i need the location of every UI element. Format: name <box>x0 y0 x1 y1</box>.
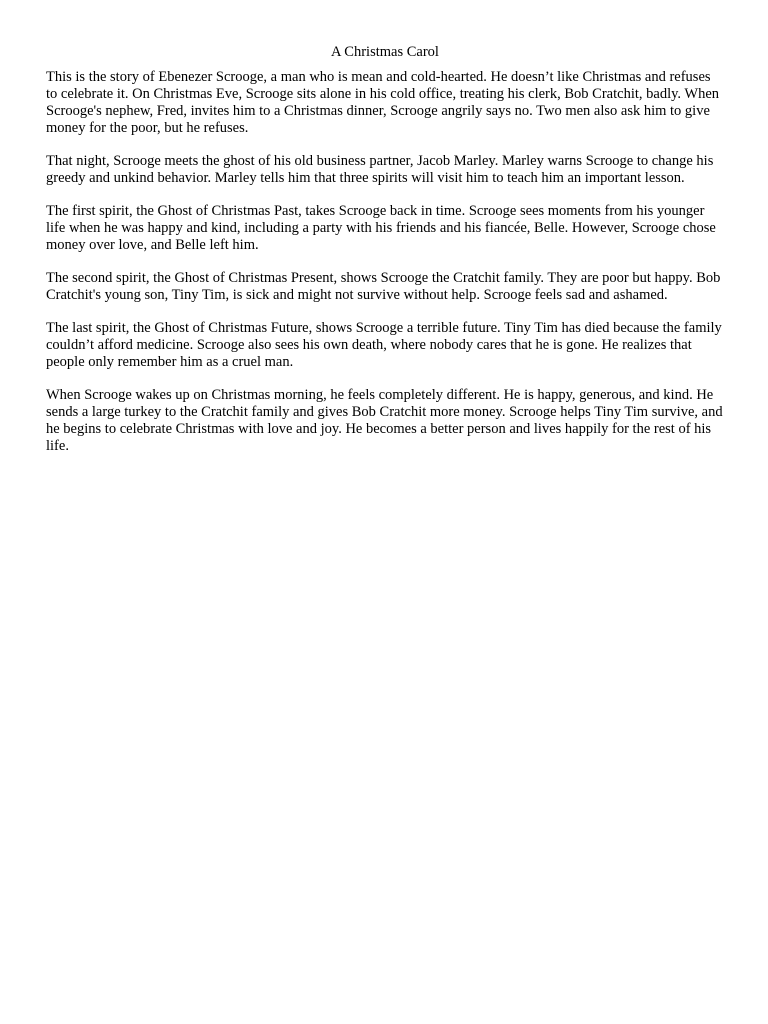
paragraph-christmas-past: The first spirit, the Ghost of Christmas Past, takes Scrooge back in time. Scrooge sees moments from his younger life when he was happy and kind, including a party with his friends and his fiancée, Belle. However, Scrooge chose money over love, and Belle left him. <box>46 203 716 253</box>
paragraph-christmas-future: The last spirit, the Ghost of Christmas Future, shows Scrooge a terrible future. Tiny Tim has died because the family couldn’t afford medicine. Scrooge also sees his own death, where nobody cares that he is gone. He realizes that people only remember him as a cruel man. <box>46 320 722 370</box>
document-page <box>46 42 724 471</box>
paragraph-christmas-present: The second spirit, the Ghost of Christmas Present, shows Scrooge the Cratchit family. They are poor but happy. Bob Cratchit's young son, Tiny Tim, is sick and might not survive without help. Scrooge feels sad and ashamed. <box>46 270 721 303</box>
document-title: A Christmas Carol <box>331 44 439 60</box>
paragraph-christmas-morning: When Scrooge wakes up on Christmas morning, he feels completely different. He is happy, generous, and kind. He sends a large turkey to the Cratchit family and gives Bob Cratchit more money. Scrooge helps Tiny Tim survive, and he begins to celebrate Christmas with love and joy. He becomes a better person and lives happily for the rest of his life. <box>46 387 723 454</box>
paragraph-marley: That night, Scrooge meets the ghost of his old business partner, Jacob Marley. Marley warns Scrooge to change his greedy and unkind behavior. Marley tells him that three spirits will visit him to teach him an important lesson. <box>46 153 714 186</box>
paragraph-intro: This is the story of Ebenezer Scrooge, a man who is mean and cold-hearted. He doesn’t like Christmas and refuses to celebrate it. On Christmas Eve, Scrooge sits alone in his cold office, treating his clerk, Bob Cratchit, badly. When Scrooge's nephew, Fred, invites him to a Christmas dinner, Scrooge angrily says no. Two men also ask him to give money for the poor, but he refuses. <box>46 69 720 136</box>
